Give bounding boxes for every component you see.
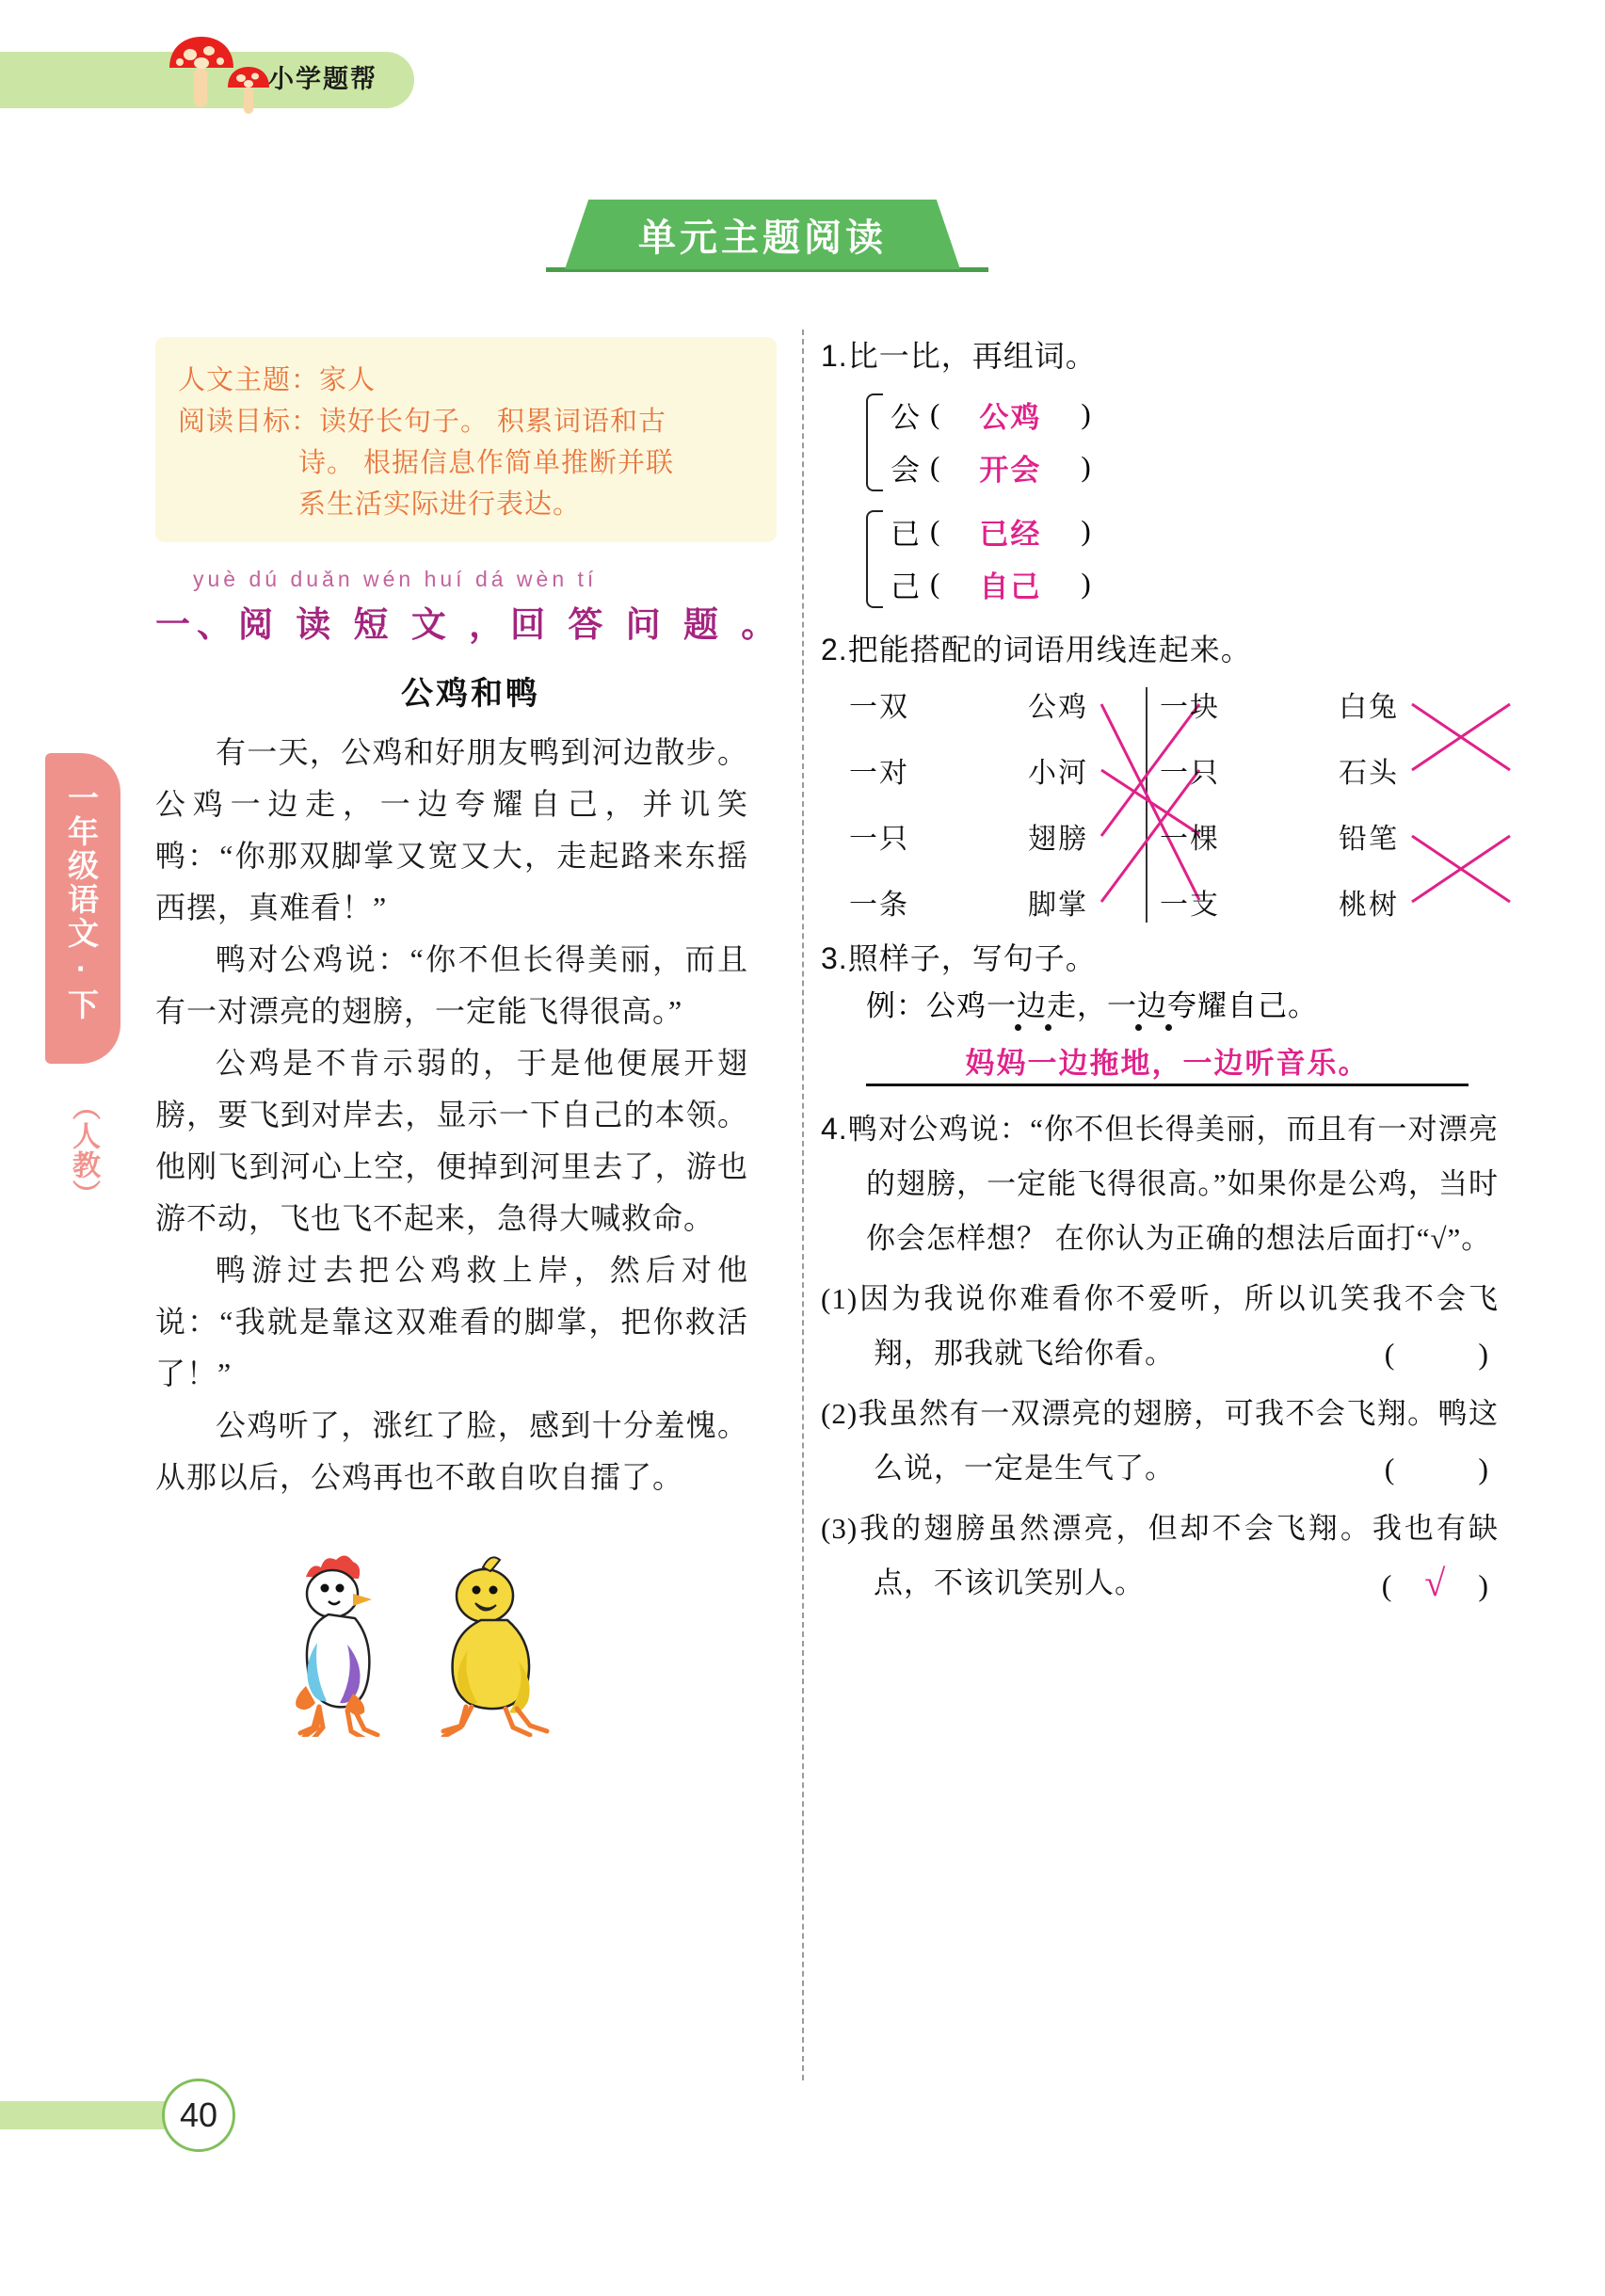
goal-line-1: 阅读目标：读好长句子。 积累词语和古 [178, 407, 667, 437]
pair-answer[interactable]: 开会 [979, 453, 1042, 487]
grade-tab-label: 一年级语文·下 [64, 781, 99, 1022]
option-text: (1)因为我说你难看你不爱听，所以讥笑我不会飞翔，那我就飞给你看。 ( ) [821, 1282, 1499, 1371]
question-2-text: 把能搭配的词语用线连起来。 [847, 633, 1252, 666]
emphasis-dots [1015, 1024, 1297, 1037]
article-paragraph: 鸭对公鸡说：“你不但长得美丽，而且有一对漂亮的翅膀，一定能飞得很高。” [155, 942, 748, 1028]
option-answer-mark[interactable]: √ [1424, 1562, 1447, 1604]
match-left-item[interactable]: 一双 [849, 692, 909, 723]
option-label: (3) [821, 1512, 859, 1545]
article-body [155, 727, 748, 1503]
section-heading: 一、阅 读 短 文 ，回 答 问 题 。 [155, 605, 783, 644]
brand-label: 小学题帮 [268, 65, 377, 93]
article-paragraph: 鸭游过去把公鸡救上岸，然后对他说：“我就是靠这双难看的脚掌，把你救活了！” [155, 1253, 748, 1390]
match-right-item[interactable]: 公鸡 [1028, 692, 1088, 723]
match-right-item[interactable]: 铅笔 [1339, 824, 1399, 855]
pair-char: 己 [891, 570, 920, 603]
pair-answer[interactable]: 自己 [979, 570, 1042, 603]
mushroom-small-icon [226, 66, 271, 115]
question-1-title [821, 331, 1499, 380]
right-column [821, 331, 1499, 1616]
column-divider [802, 329, 804, 2080]
match-right-item[interactable]: 小河 [1028, 758, 1088, 789]
match-left-item[interactable]: 一只 [1160, 758, 1220, 789]
option-label: (2) [821, 1397, 859, 1430]
pair-char: 会 [891, 453, 920, 487]
question-3-text: 照样子，写句子。 [847, 941, 1097, 975]
option-text: (2)我虽然有一双漂亮的翅膀，可我不会飞翔。鸭这么说，一定是生气了。 ( ) [821, 1397, 1499, 1485]
pair-char: 已 [891, 517, 920, 551]
learning-objectives-box [155, 337, 777, 542]
duck-figure [443, 1557, 547, 1737]
match-left-item[interactable]: 一支 [1160, 890, 1220, 921]
word-pair-group-1 [866, 388, 1499, 497]
edition-label: （人教） [68, 1092, 99, 1209]
question-4 [821, 1101, 1499, 1611]
question-1-number: 1. [821, 339, 848, 373]
match-left-item[interactable]: 一条 [849, 890, 909, 921]
matching-group-right [1160, 683, 1442, 928]
match-right-item[interactable]: 桃树 [1339, 890, 1399, 921]
pair-answer[interactable]: 已经 [979, 517, 1042, 551]
question-1 [821, 331, 1499, 614]
question-4-title [821, 1101, 1499, 1266]
page-title: 单元主题阅读 [638, 217, 887, 259]
option-answer-mark[interactable] [1395, 1452, 1478, 1485]
word-pair-row: 公 ( 公鸡 ) [866, 388, 1499, 441]
match-right-item[interactable]: 石头 [1339, 758, 1399, 789]
rooster-and-duck-illustration [155, 1520, 748, 1737]
rooster-figure [296, 1555, 377, 1737]
match-left-item[interactable]: 一对 [849, 758, 909, 789]
option-body: 我的翅膀虽然漂亮，但却不会飞翔。我也有缺点，不该讥笑别人。 [858, 1512, 1499, 1599]
question-2-number: 2. [821, 633, 848, 666]
left-column [155, 337, 786, 1737]
match-right-item[interactable]: 脚掌 [1028, 890, 1088, 921]
word-pair-row: 己 ( 自己 ) [866, 557, 1499, 610]
question-3-example [866, 983, 1499, 1030]
page-number: 40 [162, 2079, 235, 2152]
section-pinyin: yuè dú duǎn wén huí dá wèn tí [193, 567, 598, 591]
question-4-text: 鸭对公鸡说：“你不但长得美丽，而且有一对漂亮的翅膀，一定能飞得很高。”如果你是公鸡，当时你会怎样想？ 在你认为正确的想法后面打“√”。 [847, 1113, 1499, 1255]
matching-lines-right [1160, 683, 1605, 928]
pair-char: 公 [891, 400, 920, 434]
option-body: 因为我说你难看你不爱听，所以讥笑我不会飞翔，那我就飞给你看。 [858, 1282, 1499, 1370]
option-label: (1) [821, 1282, 859, 1315]
match-left-item[interactable]: 一只 [849, 824, 909, 855]
option-text: (3)我的翅膀虽然漂亮，但却不会飞翔。我也有缺点，不该讥笑别人。 ( √ ) [821, 1512, 1499, 1604]
question-3-title [821, 934, 1499, 983]
goal-line-2: 诗。 根据信息作简单推断并联 [298, 448, 675, 478]
example-sentence: 例：公鸡一边走，一边夸耀自己。 [866, 989, 1318, 1022]
matching-exercise [849, 683, 1489, 928]
match-left-item[interactable]: 一棵 [1160, 824, 1220, 855]
article-paragraph: 公鸡听了，涨红了脸，感到十分羞愧。从那以后，公鸡再也不敢自吹自擂了。 [155, 1408, 748, 1494]
question-4-number: 4. [821, 1112, 848, 1146]
option-answer-mark[interactable] [1395, 1337, 1478, 1371]
word-pair-row: 会 ( 开会 ) [866, 441, 1499, 493]
page-title-banner [565, 200, 960, 269]
article-paragraph: 公鸡是不肯示弱的，于是他便展开翅膀，要飞到对岸去，显示一下自己的本领。他刚飞到河心上空，便掉到河里去了，游也游不动，飞也飞不起来，急得大喊救命。 [155, 1046, 748, 1235]
question-1-text: 比一比，再组词。 [847, 339, 1097, 373]
question-3-answer[interactable]: 妈妈一边拖地，一边听音乐。 [965, 1047, 1370, 1080]
word-pair-group-2 [866, 505, 1499, 614]
article-paragraph: 有一天，公鸡和好朋友鸭到河边散步。公鸡一边走，一边夸耀自己，并讥笑鸭：“你那双脚掌又宽又大，走起路来东摇西摆，真难看！” [155, 735, 748, 924]
theme-line: 人文主题：家人 [178, 365, 377, 395]
question-2-title [821, 625, 1499, 674]
word-pair-row: 已 ( 已经 ) [866, 505, 1499, 557]
question-3-number: 3. [821, 941, 848, 975]
question-3 [821, 934, 1499, 1086]
question-4-option-3[interactable] [821, 1501, 1499, 1611]
match-right-item[interactable]: 翅膀 [1028, 824, 1088, 855]
pair-answer[interactable]: 公鸡 [979, 400, 1042, 434]
question-4-option-2[interactable] [821, 1387, 1499, 1496]
match-right-item[interactable]: 白兔 [1339, 692, 1399, 723]
matching-group-left [849, 683, 1132, 928]
question-4-option-1[interactable] [821, 1272, 1499, 1381]
goal-line-3: 系生活实际进行表达。 [298, 490, 582, 520]
option-body: 我虽然有一双漂亮的翅膀，可我不会飞翔。鸭这么说，一定是生气了。 [858, 1397, 1499, 1485]
question-2 [821, 625, 1499, 928]
match-left-item[interactable]: 一块 [1160, 692, 1220, 723]
article-title: 公鸡和鸭 [401, 676, 540, 712]
question-3-answer-line[interactable] [866, 1039, 1469, 1086]
